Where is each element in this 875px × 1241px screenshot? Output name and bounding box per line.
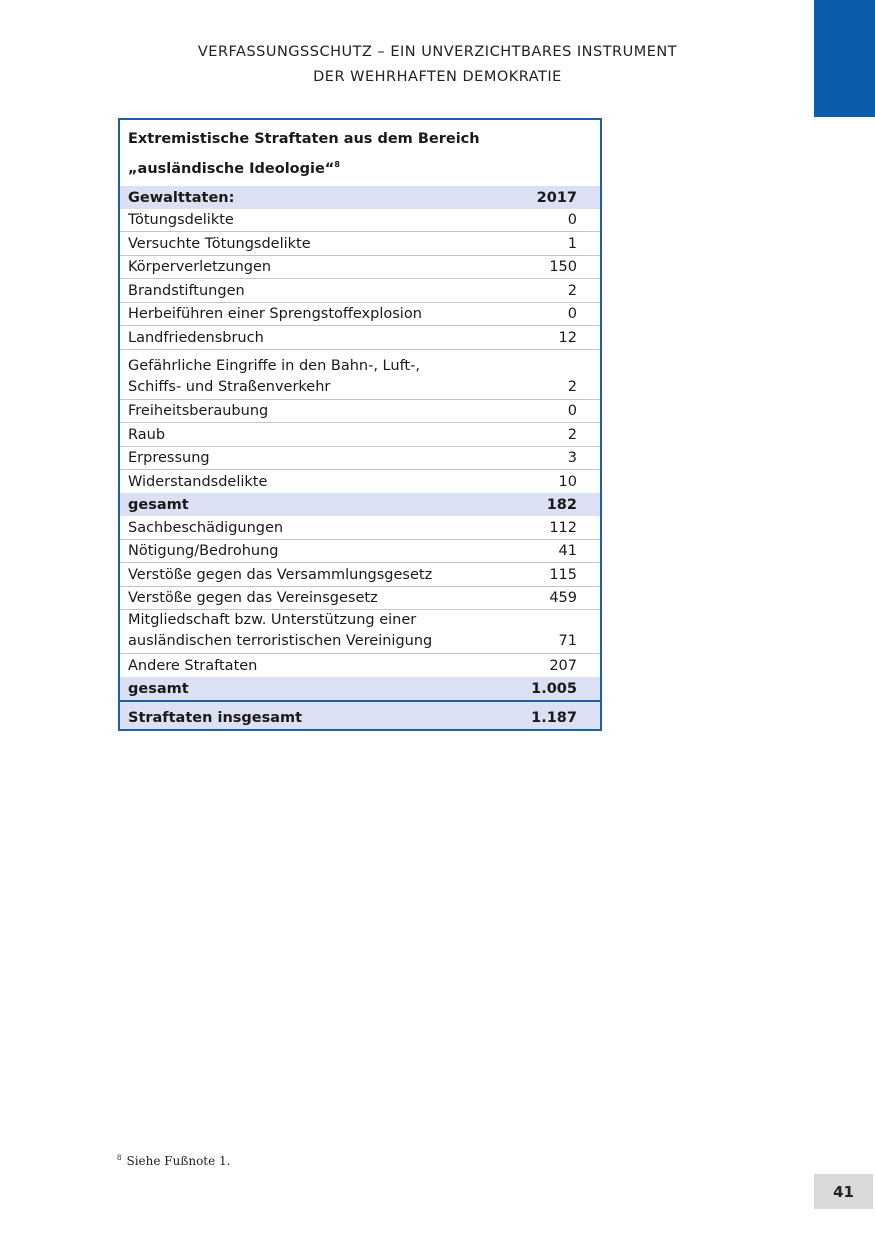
subtotal-row-violent	[120, 493, 600, 517]
row-label: Körperverletzungen	[128, 259, 272, 275]
row-label-line-1: Mitgliedschaft bzw. Unterstützung einer	[128, 612, 417, 628]
subtotal-row-other	[120, 677, 600, 701]
column-header-year: 2017	[536, 189, 577, 206]
row-label-line-2: ausländischen terroristischen Vereinigung	[128, 633, 433, 649]
row-label: Tötungsdelikte	[128, 212, 234, 228]
row-label: Raub	[128, 426, 166, 443]
table-row	[120, 399, 600, 423]
header-line-2: DER WEHRHAFTEN DEMOKRATIE	[313, 69, 562, 85]
row-label-line-1: Gefährliche Eingriffe in den Bahn-, Luft-,	[128, 357, 420, 374]
page-number: 41	[814, 1174, 873, 1209]
row-value: 115	[549, 566, 577, 583]
table-row	[120, 278, 600, 302]
table-title-line-1: Extremistische Straftaten aus dem Bereich	[128, 131, 480, 147]
row-value: 0	[567, 403, 577, 419]
row-value: 10	[558, 473, 577, 490]
row-value: 207	[549, 657, 577, 674]
grand-total-row	[120, 700, 600, 729]
row-value: 2	[567, 378, 577, 395]
statistics-table	[118, 118, 602, 731]
table-row	[120, 469, 600, 493]
row-label: Herbeiführen einer Sprengstoffexplosion	[128, 306, 422, 322]
table-title-line-2: „ausländische Ideologie“	[128, 161, 335, 177]
table-row	[120, 539, 600, 563]
table-row	[120, 302, 600, 326]
table-row	[120, 349, 600, 399]
footnote-ref: 8	[334, 160, 340, 169]
column-header-label: Gewalttaten:	[128, 189, 235, 206]
subtotal-value: 1.005	[531, 681, 577, 697]
table-row	[120, 562, 600, 586]
table-row	[120, 325, 600, 349]
subtotal-value: 182	[546, 497, 577, 513]
row-label: Widerstandsdelikte	[128, 473, 268, 490]
row-label: Nötigung/Bedrohung	[128, 543, 279, 559]
table-row	[120, 516, 600, 539]
row-label: Verstöße gegen das Vereinsgesetz	[128, 590, 378, 606]
row-value: 3	[567, 450, 577, 466]
row-value: 41	[558, 543, 577, 559]
grand-total-value: 1.187	[531, 710, 577, 726]
row-value: 71	[558, 633, 577, 649]
row-label: Freiheitsberaubung	[128, 403, 269, 419]
footnote-text: Siehe Fußnote 1.	[126, 1154, 231, 1168]
row-value: 150	[549, 259, 577, 275]
subtotal-label: gesamt	[128, 681, 189, 697]
table-row	[120, 653, 600, 677]
page-header	[0, 40, 875, 90]
table-row	[120, 586, 600, 610]
header-line-1: VERFASSUNGSSCHUTZ – EIN UNVERZICHTBARES INSTRUMENT	[197, 44, 678, 60]
row-label	[128, 610, 537, 652]
row-label: Sachbeschädigungen	[128, 519, 284, 536]
row-label: Verstöße gegen das Versammlungsgesetz	[128, 566, 433, 583]
subtotal-label: gesamt	[128, 497, 189, 513]
table-header-row	[120, 186, 600, 209]
row-value: 459	[549, 590, 577, 606]
row-value: 2	[567, 282, 577, 299]
row-value: 12	[558, 329, 577, 346]
footnote	[117, 1154, 230, 1168]
table-row	[120, 609, 600, 653]
footnote-number: 8	[117, 1154, 122, 1162]
table-row	[120, 231, 600, 255]
row-value: 112	[549, 519, 577, 536]
row-label-line-2: Schiffs- und Straßenverkehr	[128, 378, 331, 395]
row-label: Andere Straftaten	[128, 657, 258, 674]
row-label: Erpressung	[128, 450, 210, 466]
row-value: 1	[567, 235, 577, 252]
table-title	[120, 120, 600, 186]
table-row	[120, 255, 600, 279]
row-value: 2	[567, 426, 577, 443]
row-label: Brandstiftungen	[128, 282, 245, 299]
grand-total-label: Straftaten insgesamt	[128, 710, 303, 726]
row-value: 0	[567, 306, 577, 322]
table-row	[120, 422, 600, 446]
row-label: Versuchte Tötungsdelikte	[128, 235, 311, 252]
row-label: Landfriedensbruch	[128, 329, 264, 346]
row-label	[128, 356, 537, 398]
table-row	[120, 446, 600, 470]
table-row	[120, 209, 600, 232]
row-value: 0	[567, 212, 577, 228]
